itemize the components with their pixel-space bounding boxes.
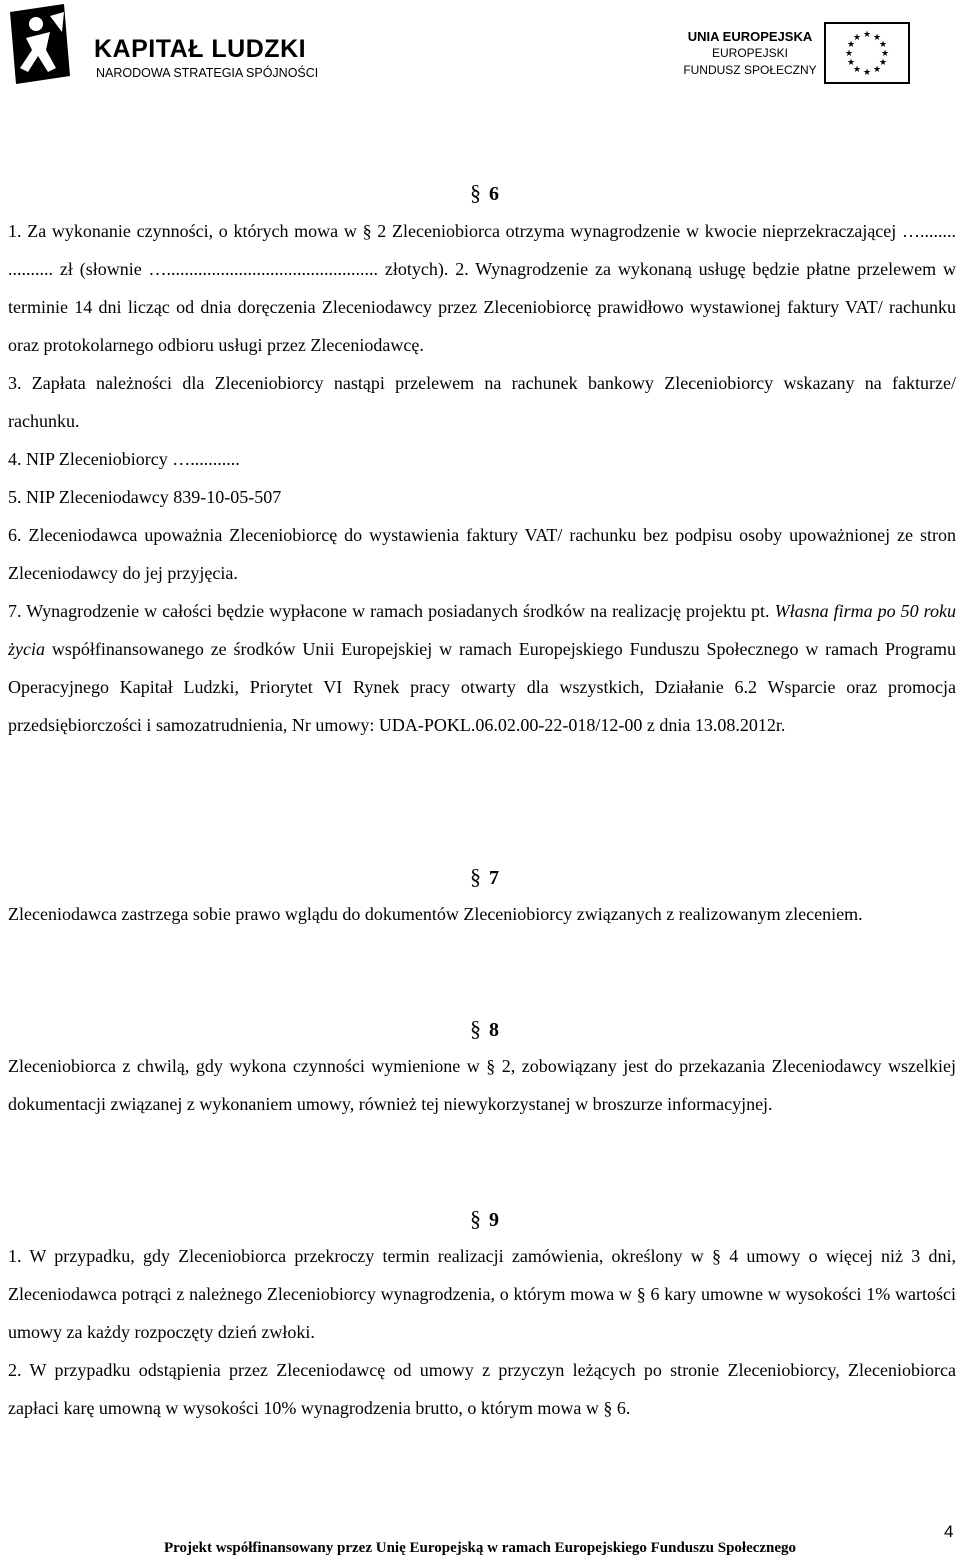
svg-text:★: ★ bbox=[872, 33, 882, 43]
section-6-p7-start: 7. Wynagrodzenie w całości będzie wypłacone w ramach posiadanych środków na realizację projektu pt. bbox=[8, 601, 770, 621]
svg-text:★: ★ bbox=[844, 49, 854, 59]
section-8-number: 8 bbox=[489, 1019, 499, 1041]
footer-text: Projekt współfinansowany przez Unię Europejską w ramach Europejskiego Funduszu Społecznego bbox=[163, 1540, 797, 1556]
section-9-paragraph-1: 1. W przypadku, gdy Zleceniobiorca przekroczy termin realizacji zamówienia, określony w § 4 umowy o więcej niż 3 dni, Zleceniodawca potrąci z należnego Zleceniobiorcy wynagrodzenia, o którym mowa w § 6 kary umowne w wysokości 1% wartości umowy za każdy rozpoczęty dzień zwłoki. bbox=[8, 1246, 956, 1342]
section-9-heading bbox=[470, 1206, 499, 1232]
section-8-body bbox=[8, 1047, 956, 1123]
page-number: 4 bbox=[944, 1522, 954, 1541]
section-6-heading bbox=[470, 180, 499, 206]
eu-logo-line3: FUNDUSZ SPOŁECZNY bbox=[683, 63, 817, 77]
section-6-body bbox=[8, 212, 956, 744]
section-7-number: 7 bbox=[489, 867, 499, 889]
section-symbol: § bbox=[470, 1206, 481, 1231]
section-9-paragraph-2: 2. W przypadku odstąpienia przez Zleceniodawcę od umowy z przyczyn leżących po stronie Zleceniobiorcy, Zleceniobiorca zapłaci karę umowną w wysokości 10% wynagrodzenia brutto, o którym mowa w § 6. bbox=[8, 1360, 956, 1418]
section-8-paragraph-1: Zleceniobiorca z chwilą, gdy wykona czynności wymienione w § 2, zobowiązany jest do przekazania Zleceniodawcy wszelkiej dokumentacji związanej z wykonaniem umowy, również tej niewykorzystanej w broszurze informacyjnej. bbox=[8, 1056, 956, 1114]
section-6-p7-end: współfinansowanego ze środków Unii Europejskiej w ramach Europejskiego Funduszu Społecznego w ramach Programu Operacyjnego Kapitał Ludzki, Priorytet VI Rynek pracy otwarty dla wszystkich, Działanie 6.2 Wsparcie oraz promocja przedsiębiorczości i samozatrudnienia, Nr umowy: UDA-POKL.06.02.00-22-018/12-00 z dnia 13.08.2012r. bbox=[8, 639, 957, 735]
kapital-ludzki-subtitle: NARODOWA STRATEGIA SPÓJNOŚCI bbox=[96, 66, 319, 80]
project-title: Własna firma po 50 roku życia bbox=[8, 601, 956, 659]
eu-logo-line1: UNIA EUROPEJSKA bbox=[687, 29, 813, 44]
section-symbol: § bbox=[470, 1016, 481, 1041]
svg-text:★: ★ bbox=[862, 68, 872, 78]
kapital-ludzki-emblem-icon bbox=[6, 2, 86, 88]
section-7-body bbox=[8, 895, 956, 933]
svg-text:★: ★ bbox=[846, 58, 856, 68]
svg-text:★: ★ bbox=[862, 30, 872, 40]
section-6-paragraph-6: 6. Zleceniodawca upoważnia Zleceniobiorcę do wystawienia faktury VAT/ rachunku bez podpisu osoby upoważnionej ze stron Zleceniodawcy do jej przyjęcia. bbox=[8, 525, 956, 583]
eu-flag-icon bbox=[824, 22, 910, 84]
svg-text:★: ★ bbox=[878, 58, 888, 68]
kapital-ludzki-logo bbox=[6, 2, 326, 88]
section-6-paragraph-7 bbox=[8, 592, 956, 744]
section-symbol: § bbox=[470, 864, 481, 889]
svg-text:★: ★ bbox=[852, 33, 862, 43]
section-9-number: 9 bbox=[489, 1209, 499, 1231]
svg-text:★: ★ bbox=[852, 65, 862, 75]
section-8-heading bbox=[470, 1016, 499, 1042]
section-6-number: 6 bbox=[489, 183, 499, 205]
eu-logo bbox=[680, 22, 912, 88]
section-symbol: § bbox=[470, 180, 481, 205]
svg-text:★: ★ bbox=[872, 65, 882, 75]
svg-text:★: ★ bbox=[878, 40, 888, 50]
section-6-paragraph-3: 3. Zapłata należności dla Zleceniobiorcy nastąpi przelewem na rachunek bankowy Zleceniobiorcy wskazany na fakturze/ rachunku. bbox=[8, 373, 956, 431]
section-7-heading bbox=[470, 864, 499, 890]
eu-logo-line2: EUROPEJSKI bbox=[711, 46, 789, 60]
svg-text:★: ★ bbox=[880, 49, 890, 59]
kapital-ludzki-title: KAPITAŁ LUDZKI bbox=[94, 35, 307, 63]
section-7-paragraph-1: Zleceniodawca zastrzega sobie prawo wglądu do dokumentów Zleceniobiorcy związanych z realizowanym zleceniem. bbox=[8, 904, 863, 924]
section-9-body bbox=[8, 1237, 956, 1427]
svg-text:★: ★ bbox=[846, 40, 856, 50]
section-6-paragraph-4: 4. NIP Zleceniobiorcy …........... bbox=[8, 449, 240, 469]
section-6-paragraph-1-2: 1. Za wykonanie czynności, o których mowa w § 2 Zleceniobiorca otrzyma wynagrodzenie w kwocie nieprzekraczającej …........ .......... zł (słownie …............................................... złotych). 2. Wynagrodzenie za wykonaną usługę będzie płatne przelewem w terminie 14 dni licząc od dnia doręczenia Zleceniodawcy przez Zleceniobiorcę prawidłowo wystawionej faktury VAT/ rachunku oraz protokolarnego odbioru usługi przez Zleceniodawcę. bbox=[8, 221, 956, 355]
section-6-paragraph-5: 5. NIP Zleceniodawcy 839-10-05-507 bbox=[8, 487, 282, 507]
